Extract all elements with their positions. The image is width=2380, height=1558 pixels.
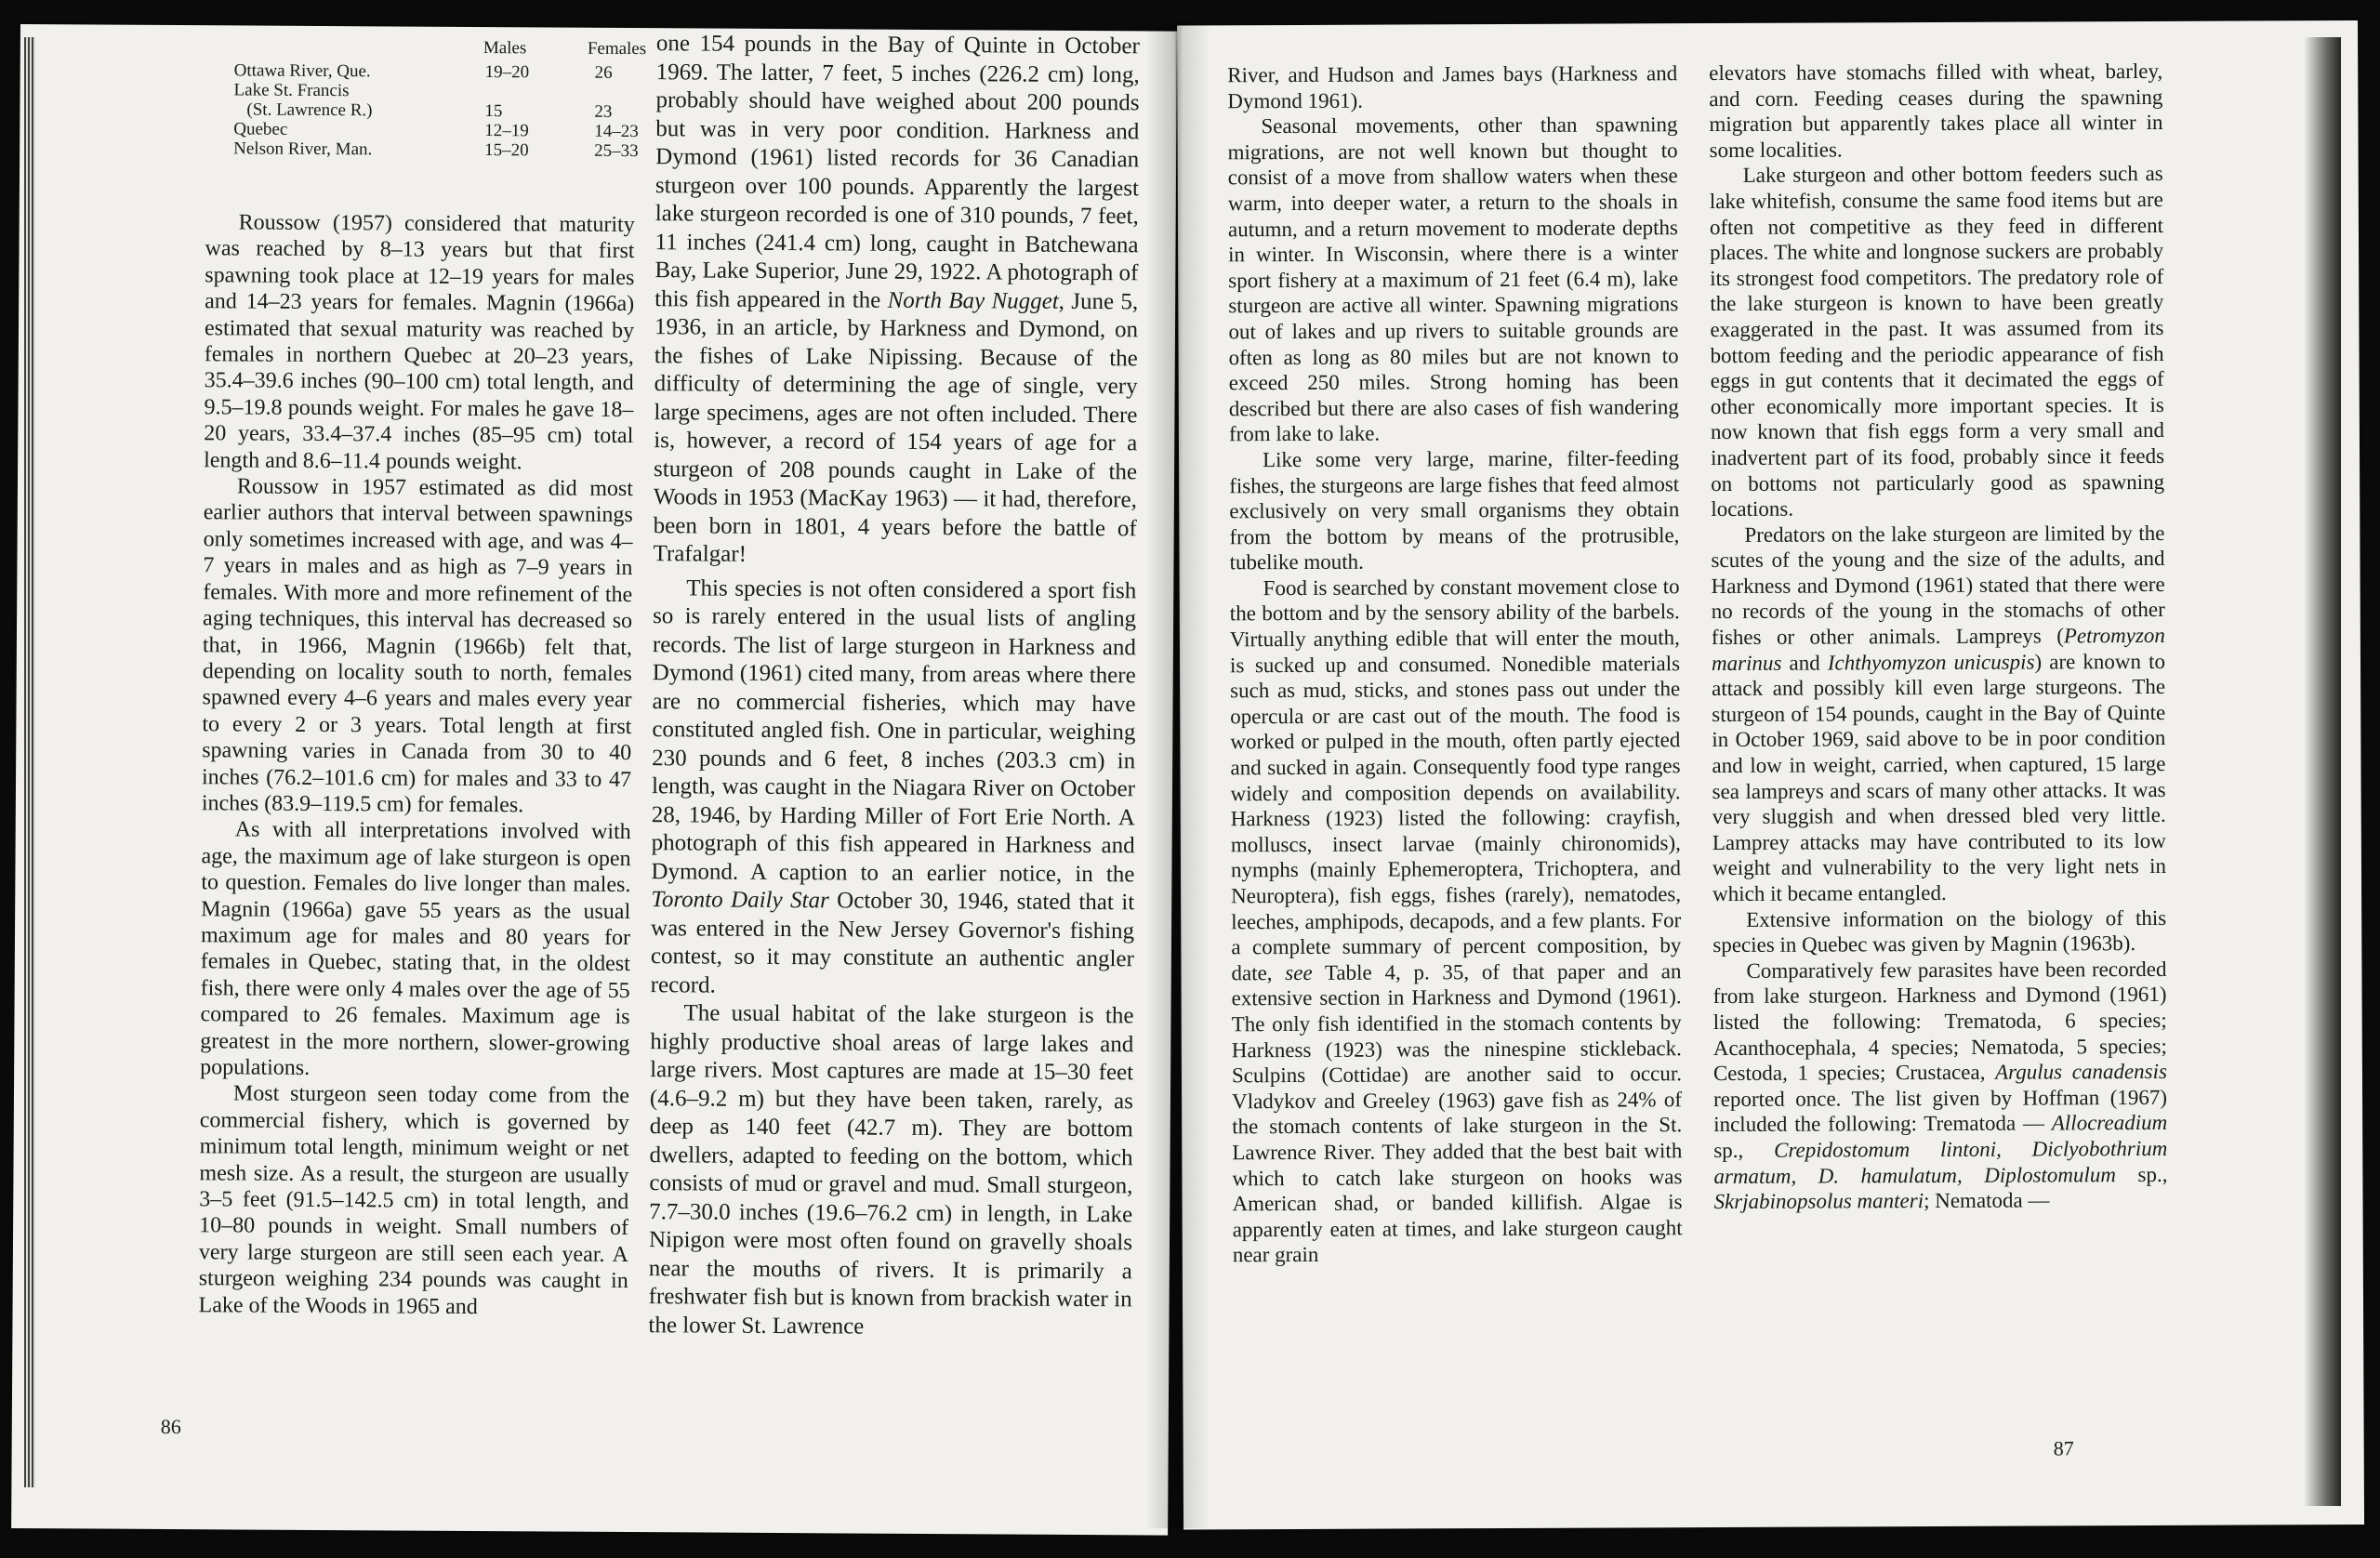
header-females: Females xyxy=(587,38,647,59)
paragraph: Extensive information on the biology of this species in Quebec was given by Magnin (1963b). xyxy=(1712,905,2167,957)
paragraph: Like some very large, marine, filter-feeding fishes, the sturgeons are large fishes that feed almost exclusively on very small organisms they obtain from the bottom by means of the protrusible, tubelike mouth. xyxy=(1229,446,1680,574)
text-run: Comparatively few parasites have been recorded from lake sturgeon. Harkness and Dymond (1961) listed the following: Trematoda, 6 species; Acanthocephala, 4 species; Nematoda, 5 species; Cestoda, 1 species; Crustacea, xyxy=(1712,957,2167,1086)
table-cell: 26 xyxy=(594,62,613,83)
text-run: sp., xyxy=(1713,1138,1775,1162)
table-row xyxy=(233,99,661,122)
paragraph: Lake sturgeon and other bottom feeders such as lake whitefish, consume the same food items but are often not competitive as they feed in different places. The white and longnose suckers are probably its strongest food competitors. The predatory role of the lake sturgeon is known to have been greatly exaggerated in the past. It was assumed from its bottom feeding and the periodic appearance of fish eggs in gut contents that it decimated the eggs of other economically more important species. It is now known that fish eggs form a very small and inadvertent part of its food, probably since it feeds on bottoms not particularly good as spawning locations. xyxy=(1709,162,2165,522)
left-column-2 xyxy=(648,30,1140,1342)
text-run: reported once. The list given by Hoffman (1967) included the following: Trematoda — xyxy=(1713,1085,2168,1137)
table-cell: 25–33 xyxy=(594,140,639,162)
text-run: ; Nematoda — xyxy=(1924,1188,2050,1213)
text-run: Predators on the lake sturgeon are limited by the scutes of the young and the size of the adults, and Harkness and Dymond (1961) stated that there were no records of the young in the stomachs of other fishes or other animals. Lampreys ( xyxy=(1711,521,2165,650)
paragraph: River, and Hudson and James bays (Harkness and Dymond 1961). xyxy=(1227,61,1678,112)
text-run: ) are known to attack and possibly kill even large sturgeons. The sturgeon of 154 pounds, caught in the Bay of Quinte in October 1969, said above to be in poor condition and low in weight, carried, when captured, 15 large sea lampreys and scars of many other attacks. It was very sluggish and when dressed bled very little. Lamprey attacks may have contributed to its low weight and vulnerability to the very light nets in which it became entangled. xyxy=(1712,649,2167,906)
table-row xyxy=(233,119,661,141)
text-run: sp., xyxy=(2115,1162,2168,1186)
left-page xyxy=(11,24,1177,1536)
page-number: 86 xyxy=(160,1414,181,1439)
text-run: Table 4, p. 35, of that paper and an extensive section in Harkness and Dymond (1961). The only fish identified in the stomach contents by Harkness (1923) was the ninespine stickleback. Sculpins (Cottidae) are another said to occur. Vladykov and Greeley (1963) gave fish as 24% of the stomach contents of lake sturgeon in the St. Lawrence River. They added that the best bait with which to catch lake sturgeon on hooks was American shad, or banded killifish. Algae is apparently eaten at times, and lake sturgeon caught near grain xyxy=(1231,958,1683,1267)
paragraph xyxy=(651,574,1137,1003)
text-run: , June 5, 1936, in an article, by Harkness and Dymond, on the fishes of Lake Nipissing. Because of the difficulty of determining the age of single, very large specimens, ages are not often included. There is, however, a record of 154 years of age for a sturgeon of 208 pounds caught in Lake of the Woods in 1953 (MacKay 1963) — it had, therefore, been born in 1801, 4 years before the battle of Trafalgar! xyxy=(653,288,1139,567)
paragraph: Most sturgeon seen today come from the commercial fishery, which is governed by minimum total length, minimum weight or net mesh size. As a result, the sturgeon are usually 3–5 feet (91.5–142.5 cm) in total length, and 10–80 pounds in weight. Small numbers of very large sturgeon are still seen each year. A sturgeon weighing 234 pounds was caught in Lake of the Woods in 1965 and xyxy=(198,1081,630,1319)
table-cell: (St. Lawrence R.) xyxy=(246,99,373,121)
text-run: Ichthyomyzon unicuspis xyxy=(1827,650,2035,675)
right-column-2 xyxy=(1709,59,2167,1215)
maturity-table xyxy=(233,36,662,161)
table-cell: 14–23 xyxy=(594,121,639,142)
table-row xyxy=(233,139,661,161)
paragraph: The usual habitat of the lake sturgeon is the highly productive shoal areas of large lakes and large rivers. Most captures are made at 15–30 feet (4.6–9.2 m) but they have been taken, rarely, as deep as 140 feet (42.7 m). They are bottom dwellers, adapted to feeding on the bottom, which consists of mud or gravel and mud. Small sturgeon, 7.7–30.0 inches (19.6–76.2 cm) in length, in Lake Nipigon were most often found on gravelly shoals near the mouths of rivers. It is primarily a freshwater fish but is known from brackish water in the lower St. Lawrence xyxy=(648,1000,1134,1340)
paragraph: Roussow (1957) considered that maturity was reached by 8–13 years but that first spawning took place at 12–19 years for males and 14–23 years for females. Magnin (1966a) estimated that sexual maturity was reached by females in northern Quebec at 20–23 years, 35.4–39.6 inches (90–100 cm) total length, and 9.5–19.8 pounds weight. For males he gave 18–20 years, 33.4–37.4 inches (85–95 cm) total length and 8.6–11.4 pounds weight. xyxy=(204,210,635,474)
text-run: Skrjabinopsolus manteri xyxy=(1713,1189,1924,1214)
right-page xyxy=(1177,20,2364,1530)
table-cell: Quebec xyxy=(233,119,288,139)
text-run: see xyxy=(1285,960,1313,984)
table-cell: 12–19 xyxy=(484,121,529,141)
paragraph: As with all interpretations involved with age, the maximum age of lake sturgeon is open to question. Females do live longer than males. Magnin (1966a) gave 55 years as the usual maximum age for males and 80 years for females in Quebec, stating that, in the oldest fish, there were only 4 males over the age of 55 compared to 26 females. Maximum age is greatest in the more northern, slower-growing populations. xyxy=(200,817,631,1080)
table-cell: 19–20 xyxy=(484,62,530,83)
text-run: and xyxy=(1781,651,1828,675)
page-edges-right xyxy=(2304,37,2341,1506)
text-run: Crepidostomum lintoni, Diclyobothrium armatum, D. hamulatum, Diplostomulum xyxy=(1713,1136,2168,1188)
paragraph: elevators have stomachs filled with wheat, barley, and corn. Feeding ceases during the spawning migration but apparently takes place all winter in some localities. xyxy=(1709,59,2163,162)
table-header xyxy=(234,36,662,63)
text-run: Toronto Daily Star xyxy=(651,887,829,914)
text-run: Petromyzon marinus xyxy=(1711,623,2165,675)
paragraph: Seasonal movements, other than spawning migrations, are not well known but thought to consist of a move from shallow waters when these warm, into deeper water, a return to the shoals in autumn, and a return movement to moderate depths in winter. In Wisconsin, where there is a winter sport fishery at a maximum of 21 feet (6.4 m), lake sturgeon are active all winter. Spawning migrations out of lakes and up rivers to suitable grounds are often as long as 80 miles but are not known to exceed 250 miles. Strong homing has been described but there are also cases of fish wandering from lake to lake. xyxy=(1227,112,1679,446)
table-row xyxy=(234,60,662,83)
left-column-1 xyxy=(198,209,634,1321)
table-cell: 23 xyxy=(594,101,613,122)
paragraph: Roussow in 1957 estimated as did most earlier authors that interval between spawnings only sometimes increased with age, and was 4–7 years in males and as high as 7–9 years in females. With more and more refinement of the aging techniques, this interval has decreased so that, in 1966, Magnin (1966b) felt that, depending on locality south to north, females spawned every 4–6 years and males every year to every 2 or 3 years. Total length at first spawning varies in Canada from 30 to 40 inches (76.2–101.6 cm) for males and 33 to 47 inches (83.9–119.5 cm) for females. xyxy=(201,474,634,818)
paragraph xyxy=(1712,957,2167,1215)
paragraph xyxy=(1711,521,2166,907)
text-run: October 30, 1946, stated that it was entered in the New Jersey Governor's fishing contest, so it may constitute an authentic angler record. xyxy=(650,888,1135,998)
text-run: North Bay Nugget xyxy=(887,287,1059,314)
table-cell: 15–20 xyxy=(484,140,529,161)
paragraph xyxy=(1230,574,1683,1268)
text-run: Argulus canadensis xyxy=(1995,1060,2167,1084)
table-cell: Lake St. Francis xyxy=(233,80,350,101)
page-edges-left xyxy=(24,37,35,1487)
text-run: This species is not often considered a sport fish so is rarely entered in the usual lists of angling records. The list of large sturgeon in Harkness and Dymond (1961) cited many, from areas where there are no commercial fisheries, which may have constituted angled fish. One in particular, weighing 230 pounds and 6 feet, 8 inches (203.3 cm) in length, was caught in the Niagara River on October 28, 1946, by Harding Miller of Fort Erie North. A photograph of this fish appeared in Harkness and Dymond. A caption to an earlier notice, in the xyxy=(651,574,1137,887)
paragraph xyxy=(653,30,1140,572)
table-row xyxy=(234,80,662,102)
table-cell: Nelson River, Man. xyxy=(233,139,373,160)
page-number: 87 xyxy=(2053,1436,2074,1460)
header-males: Males xyxy=(483,38,527,59)
table-cell: 15 xyxy=(484,101,503,122)
text-run: Food is searched by constant movement close to the bottom and by the sensory ability of the barbels. Virtually anything edible that will enter the mouth, is sucked up and consumed. Nonedible materials such as mud, sticks, and stones pass out under the opercula or are cast out of the mouth. The food is worked or pulped in the mouth, often partly ejected and sucked in again. Consequently food type ranges widely and composition depends on availability. Harkness (1923) listed the following: crayfish, molluscs, insect larvae (mainly chironomids), nymphs (mainly Ephemeroptera, Trichoptera, and Neuroptera), fish eggs, fishes (rarely), nematodes, leeches, amphipods, decapods, and a few plants. For a complete summary of percent composition, by date, xyxy=(1229,574,1682,985)
right-column-1 xyxy=(1227,60,1683,1268)
text-run: Allocreadium xyxy=(2051,1111,2168,1135)
text-run: one 154 pounds in the Bay of Quinte in October 1969. The latter, 7 feet, 5 inches (226.2 cm) long, probably should have weighed about 200 pounds but was in very poor condition. Harkness and Dymond (1961) listed records for 36 Canadian sturgeon over 100 pounds. Apparently the largest lake sturgeon recorded is one of 310 pounds, 7 feet, 11 inches (241.4 cm) long, caught in Batchewana Bay, Lake Superior, June 29, 1922. A photograph of this fish appeared in the xyxy=(654,31,1140,313)
table-cell: Ottawa River, Que. xyxy=(233,60,371,82)
